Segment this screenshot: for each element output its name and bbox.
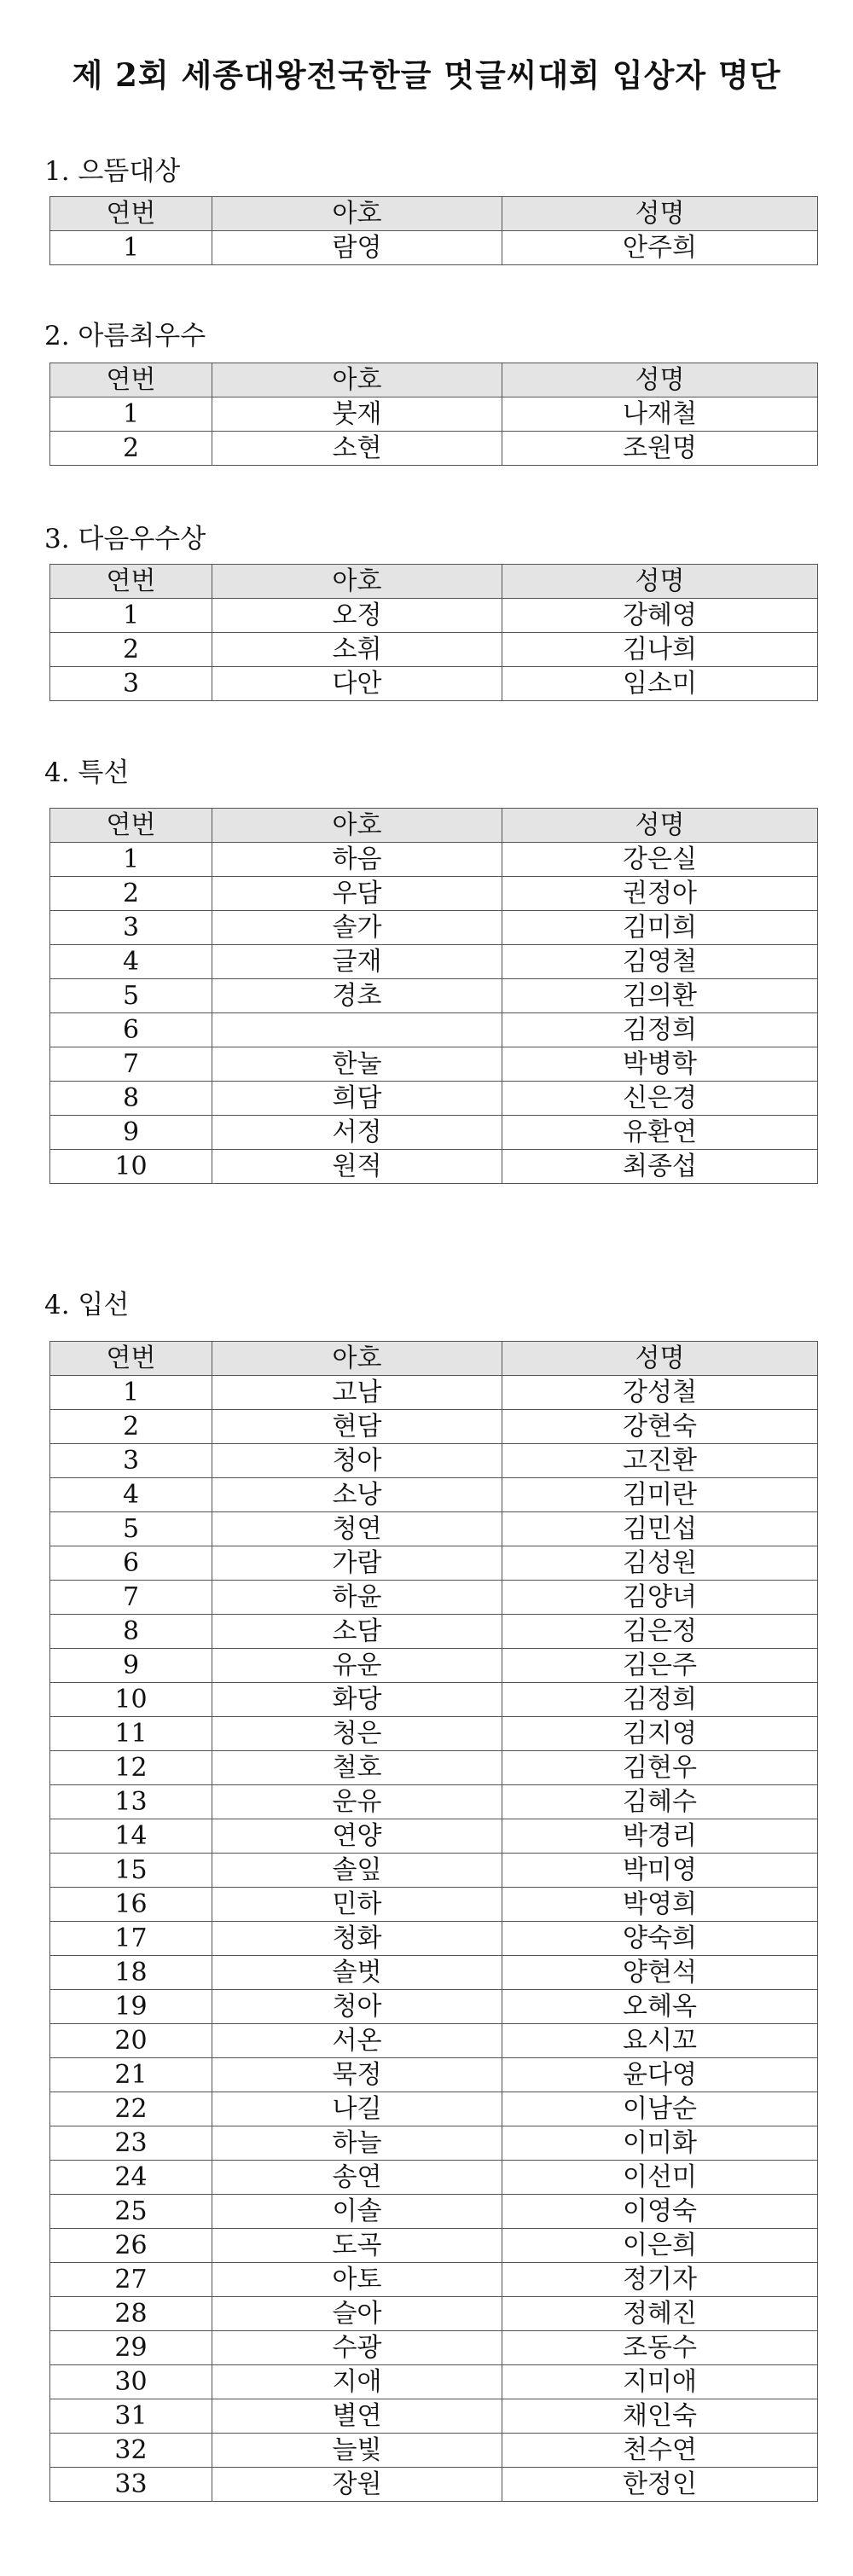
serial-number-cell: 3 [50, 1444, 212, 1478]
name-cell: 김미란 [502, 1478, 818, 1512]
name-header: 성명 [502, 197, 818, 231]
table-header-row [50, 1342, 818, 1376]
pen-name-cell: 수광 [212, 2331, 502, 2365]
name-cell: 한정인 [502, 2468, 818, 2502]
table-row [50, 1888, 818, 1922]
pen-name-cell [212, 1013, 502, 1047]
table-row [50, 1819, 818, 1854]
award-table [49, 808, 818, 1184]
pen-name-header: 아호 [212, 809, 502, 843]
section-heading: 2. 아름최우수 [44, 321, 206, 351]
table-row [50, 1717, 818, 1751]
name-cell: 김양녀 [502, 1581, 818, 1615]
pen-name-cell: 소휘 [212, 633, 502, 667]
serial-number-header: 연번 [50, 565, 212, 599]
table-row [50, 2161, 818, 2195]
name-cell: 이남순 [502, 2092, 818, 2126]
pen-name-header: 아호 [212, 363, 502, 397]
serial-number-cell: 4 [50, 1478, 212, 1512]
award-table [49, 196, 818, 265]
serial-number-cell: 2 [50, 1410, 212, 1444]
pen-name-cell: 도곡 [212, 2229, 502, 2263]
pen-name-cell: 유운 [212, 1649, 502, 1683]
serial-number-header: 연번 [50, 363, 212, 397]
serial-number-cell: 21 [50, 2058, 212, 2092]
serial-number-cell: 1 [50, 231, 212, 265]
name-cell: 조원명 [502, 432, 818, 466]
serial-number-cell: 3 [50, 667, 212, 701]
serial-number-cell: 12 [50, 1751, 212, 1785]
name-cell: 안주희 [502, 231, 818, 265]
table-row [50, 1751, 818, 1785]
serial-number-cell: 1 [50, 599, 212, 633]
serial-number-cell: 25 [50, 2195, 212, 2229]
table-row [50, 1013, 818, 1047]
table-row [50, 667, 818, 701]
pen-name-cell: 슬아 [212, 2297, 502, 2331]
name-cell: 조동수 [502, 2331, 818, 2365]
pen-name-header: 아호 [212, 197, 502, 231]
pen-name-cell: 묵정 [212, 2058, 502, 2092]
serial-number-cell: 19 [50, 1990, 212, 2024]
serial-number-cell: 7 [50, 1581, 212, 1615]
name-header: 성명 [502, 1342, 818, 1376]
pen-name-cell: 하윤 [212, 1581, 502, 1615]
pen-name-cell: 청연 [212, 1512, 502, 1546]
document-title: 제 2회 세종대왕전국한글 멋글씨대회 입상자 명단 [72, 56, 781, 94]
table-row [50, 1615, 818, 1649]
serial-number-header: 연번 [50, 1342, 212, 1376]
name-cell: 양현석 [502, 1956, 818, 1990]
table-row [50, 1922, 818, 1956]
name-cell: 양숙희 [502, 1922, 818, 1956]
serial-number-cell: 23 [50, 2126, 212, 2161]
pen-name-cell: 청화 [212, 1922, 502, 1956]
pen-name-cell: 다안 [212, 667, 502, 701]
name-cell: 이미화 [502, 2126, 818, 2161]
name-header: 성명 [502, 809, 818, 843]
table-row [50, 599, 818, 633]
section-heading: 4. 입선 [44, 1290, 130, 1320]
table-row [50, 2024, 818, 2058]
serial-number-cell: 8 [50, 1615, 212, 1649]
table-row [50, 231, 818, 265]
serial-number-cell: 29 [50, 2331, 212, 2365]
name-cell: 이은희 [502, 2229, 818, 2263]
table-row [50, 432, 818, 466]
name-cell: 김영철 [502, 945, 818, 979]
serial-number-cell: 28 [50, 2297, 212, 2331]
pen-name-cell: 솔가 [212, 911, 502, 945]
name-cell: 강은실 [502, 843, 818, 877]
serial-number-cell: 2 [50, 633, 212, 667]
name-cell: 강혜영 [502, 599, 818, 633]
table-row [50, 1116, 818, 1150]
name-cell: 박병학 [502, 1047, 818, 1082]
table-row [50, 1785, 818, 1819]
table-row [50, 2399, 818, 2434]
pen-name-cell: 소담 [212, 1615, 502, 1649]
table-row [50, 1478, 818, 1512]
pen-name-cell: 고남 [212, 1376, 502, 1410]
serial-number-cell: 27 [50, 2263, 212, 2297]
name-cell: 김은주 [502, 1649, 818, 1683]
name-cell: 김혜수 [502, 1785, 818, 1819]
table-row [50, 2331, 818, 2365]
table-row [50, 2092, 818, 2126]
serial-number-cell: 4 [50, 945, 212, 979]
serial-number-cell: 31 [50, 2399, 212, 2434]
name-cell: 유환연 [502, 1116, 818, 1150]
name-cell: 윤다영 [502, 2058, 818, 2092]
table-row [50, 633, 818, 667]
name-cell: 천수연 [502, 2434, 818, 2468]
award-table [49, 1341, 818, 2502]
pen-name-cell: 장원 [212, 2468, 502, 2502]
pen-name-cell: 지애 [212, 2365, 502, 2399]
pen-name-cell: 송연 [212, 2161, 502, 2195]
pen-name-header: 아호 [212, 1342, 502, 1376]
pen-name-cell: 늘빛 [212, 2434, 502, 2468]
name-cell: 박경리 [502, 1819, 818, 1854]
pen-name-cell: 원적 [212, 1150, 502, 1184]
name-cell: 채인숙 [502, 2399, 818, 2434]
name-header: 성명 [502, 565, 818, 599]
serial-number-cell: 26 [50, 2229, 212, 2263]
serial-number-cell: 1 [50, 1376, 212, 1410]
name-cell: 김현우 [502, 1751, 818, 1785]
pen-name-cell: 민하 [212, 1888, 502, 1922]
name-cell: 신은경 [502, 1082, 818, 1116]
pen-name-cell: 아토 [212, 2263, 502, 2297]
serial-number-cell: 33 [50, 2468, 212, 2502]
pen-name-cell: 하늘 [212, 2126, 502, 2161]
serial-number-cell: 7 [50, 1047, 212, 1082]
name-cell: 김성원 [502, 1546, 818, 1581]
pen-name-cell: 오정 [212, 599, 502, 633]
table-row [50, 1376, 818, 1410]
award-table [49, 564, 818, 701]
table-row [50, 1512, 818, 1546]
serial-number-cell: 13 [50, 1785, 212, 1819]
pen-name-cell: 서정 [212, 1116, 502, 1150]
pen-name-cell: 청은 [212, 1717, 502, 1751]
pen-name-cell: 가람 [212, 1546, 502, 1581]
table-row [50, 1047, 818, 1082]
pen-name-cell: 나길 [212, 2092, 502, 2126]
table-row [50, 2297, 818, 2331]
table-row [50, 2434, 818, 2468]
table-header-row [50, 197, 818, 231]
pen-name-cell: 붓재 [212, 397, 502, 432]
serial-number-cell: 5 [50, 1512, 212, 1546]
pen-name-cell: 연양 [212, 1819, 502, 1854]
name-cell: 김은정 [502, 1615, 818, 1649]
name-cell: 김나희 [502, 633, 818, 667]
serial-number-cell: 6 [50, 1013, 212, 1047]
name-cell: 강성철 [502, 1376, 818, 1410]
pen-name-cell: 철호 [212, 1751, 502, 1785]
table-row [50, 2195, 818, 2229]
table-row [50, 1854, 818, 1888]
table-row [50, 2365, 818, 2399]
serial-number-cell: 2 [50, 432, 212, 466]
name-cell: 박미영 [502, 1854, 818, 1888]
name-cell: 임소미 [502, 667, 818, 701]
pen-name-cell: 희담 [212, 1082, 502, 1116]
serial-number-cell: 17 [50, 1922, 212, 1956]
serial-number-cell: 32 [50, 2434, 212, 2468]
name-cell: 지미애 [502, 2365, 818, 2399]
serial-number-cell: 2 [50, 877, 212, 911]
pen-name-cell: 우담 [212, 877, 502, 911]
pen-name-cell: 이솔 [212, 2195, 502, 2229]
table-row [50, 911, 818, 945]
table-header-row [50, 565, 818, 599]
name-header: 성명 [502, 363, 818, 397]
serial-number-cell: 10 [50, 1683, 212, 1717]
table-row [50, 1410, 818, 1444]
serial-number-cell: 16 [50, 1888, 212, 1922]
serial-number-cell: 9 [50, 1649, 212, 1683]
name-cell: 최종섭 [502, 1150, 818, 1184]
name-cell: 정기자 [502, 2263, 818, 2297]
pen-name-cell: 소낭 [212, 1478, 502, 1512]
name-cell: 김의환 [502, 979, 818, 1013]
table-row [50, 1082, 818, 1116]
pen-name-cell: 솔잎 [212, 1854, 502, 1888]
name-cell: 오혜옥 [502, 1990, 818, 2024]
table-row [50, 1649, 818, 1683]
serial-number-cell: 22 [50, 2092, 212, 2126]
table-row [50, 2468, 818, 2502]
serial-number-cell: 15 [50, 1854, 212, 1888]
table-row [50, 1581, 818, 1615]
name-cell: 김정희 [502, 1013, 818, 1047]
table-header-row [50, 363, 818, 397]
table-row [50, 2126, 818, 2161]
serial-number-header: 연번 [50, 197, 212, 231]
name-cell: 김지영 [502, 1717, 818, 1751]
award-table [49, 363, 818, 466]
serial-number-cell: 9 [50, 1116, 212, 1150]
serial-number-cell: 20 [50, 2024, 212, 2058]
name-cell: 김민섭 [502, 1512, 818, 1546]
pen-name-header: 아호 [212, 565, 502, 599]
serial-number-cell: 3 [50, 911, 212, 945]
pen-name-cell: 운유 [212, 1785, 502, 1819]
section-heading: 3. 다음우수상 [44, 524, 206, 554]
pen-name-cell: 하음 [212, 843, 502, 877]
pen-name-cell: 화당 [212, 1683, 502, 1717]
table-row [50, 1444, 818, 1478]
pen-name-cell: 한눌 [212, 1047, 502, 1082]
serial-number-cell: 6 [50, 1546, 212, 1581]
name-cell: 고진환 [502, 1444, 818, 1478]
table-row [50, 1150, 818, 1184]
name-cell: 정혜진 [502, 2297, 818, 2331]
serial-number-cell: 11 [50, 1717, 212, 1751]
serial-number-cell: 10 [50, 1150, 212, 1184]
table-row [50, 2263, 818, 2297]
name-cell: 권정아 [502, 877, 818, 911]
serial-number-cell: 30 [50, 2365, 212, 2399]
table-row [50, 1683, 818, 1717]
table-row [50, 397, 818, 432]
serial-number-cell: 8 [50, 1082, 212, 1116]
table-row [50, 945, 818, 979]
section-heading: 1. 으뜸대상 [44, 156, 181, 187]
name-cell: 박영희 [502, 1888, 818, 1922]
serial-number-cell: 18 [50, 1956, 212, 1990]
pen-name-cell: 소현 [212, 432, 502, 466]
name-cell: 요시꼬 [502, 2024, 818, 2058]
serial-number-cell: 1 [50, 397, 212, 432]
table-row [50, 2229, 818, 2263]
pen-name-cell: 솔벗 [212, 1956, 502, 1990]
pen-name-cell: 람영 [212, 231, 502, 265]
name-cell: 김정희 [502, 1683, 818, 1717]
pen-name-cell: 청아 [212, 1990, 502, 2024]
name-cell: 나재철 [502, 397, 818, 432]
section-heading: 4. 특선 [44, 757, 130, 788]
table-header-row [50, 809, 818, 843]
table-row [50, 843, 818, 877]
table-row [50, 979, 818, 1013]
pen-name-cell: 서온 [212, 2024, 502, 2058]
serial-number-cell: 5 [50, 979, 212, 1013]
table-row [50, 2058, 818, 2092]
pen-name-cell: 경초 [212, 979, 502, 1013]
table-row [50, 1956, 818, 1990]
serial-number-cell: 14 [50, 1819, 212, 1854]
name-cell: 강현숙 [502, 1410, 818, 1444]
pen-name-cell: 청아 [212, 1444, 502, 1478]
serial-number-cell: 24 [50, 2161, 212, 2195]
pen-name-cell: 현담 [212, 1410, 502, 1444]
table-row [50, 877, 818, 911]
pen-name-cell: 별연 [212, 2399, 502, 2434]
serial-number-cell: 1 [50, 843, 212, 877]
table-row [50, 1546, 818, 1581]
name-cell: 김미희 [502, 911, 818, 945]
serial-number-header: 연번 [50, 809, 212, 843]
table-row [50, 1990, 818, 2024]
pen-name-cell: 글재 [212, 945, 502, 979]
name-cell: 이선미 [502, 2161, 818, 2195]
name-cell: 이영숙 [502, 2195, 818, 2229]
